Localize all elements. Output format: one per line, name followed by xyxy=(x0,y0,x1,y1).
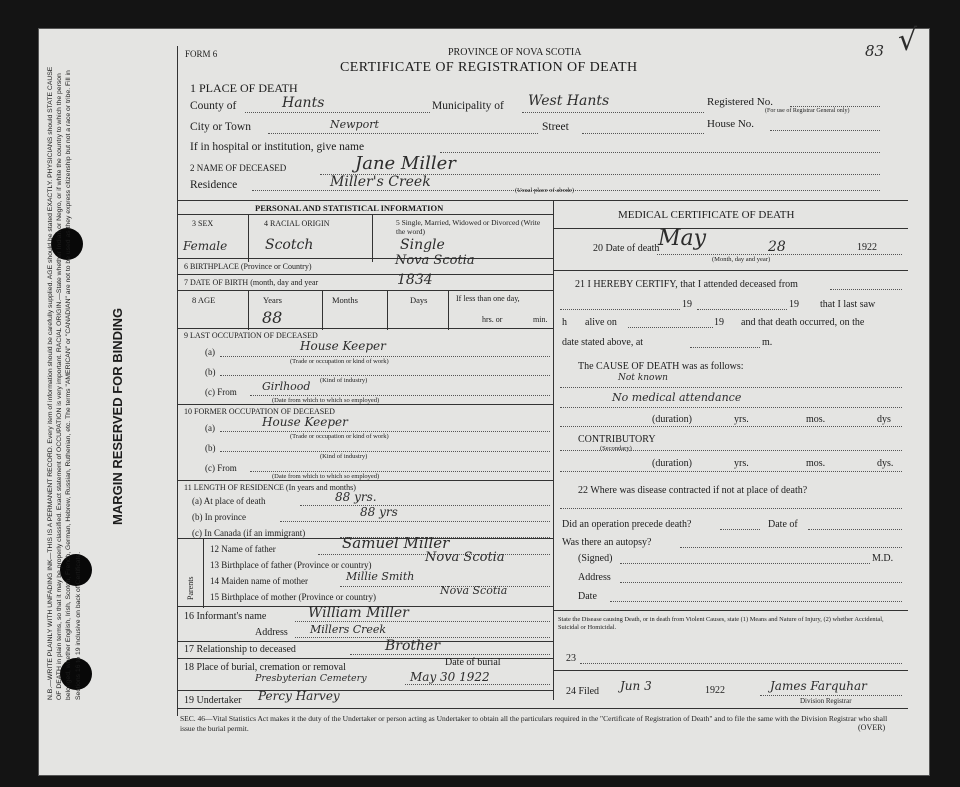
undertaker-label: 19 Undertaker xyxy=(184,695,242,706)
burial-date-value: May 30 1922 xyxy=(410,670,490,684)
dob-label: 7 DATE OF BIRTH (month, day and year xyxy=(184,278,319,287)
md-label: M.D. xyxy=(872,553,894,564)
place-label: 1 PLACE OF DEATH xyxy=(190,81,298,95)
field-23: 23 xyxy=(566,653,576,664)
meridiem: m. xyxy=(762,337,773,348)
racial-value: Scotch xyxy=(265,237,314,253)
filed-value: Jun 3 xyxy=(620,679,652,693)
registrar-label: Division Registrar xyxy=(800,697,852,705)
certify-label: 21 I HEREBY CERTIFY, that I attended deceased from xyxy=(575,279,798,290)
former-occupation-value: House Keeper xyxy=(262,415,348,429)
year-prefix: 19 xyxy=(682,299,692,310)
father-birthplace-value: Nova Scotia xyxy=(425,550,505,565)
marital-value: Single xyxy=(400,237,445,253)
months-label: Months xyxy=(332,295,358,305)
physician-date-label: Date xyxy=(578,591,597,602)
trade-note: (Trade or occupation or kind of work) xyxy=(290,433,389,440)
left-rule xyxy=(177,46,178,716)
registrar-signature: James Farquhar xyxy=(770,679,867,693)
deceased-name: Jane Miller xyxy=(355,153,456,174)
county-label: County of xyxy=(190,100,237,112)
years-label: Years xyxy=(263,295,282,305)
year-prefix: 19 xyxy=(714,317,724,328)
county-value: Hants xyxy=(282,95,325,111)
undertaker-value: Percy Harvey xyxy=(258,689,340,703)
death-occurred-label: and that death occurred, on the xyxy=(741,317,865,328)
days-label: Days xyxy=(410,295,428,305)
dys-label: dys. xyxy=(877,458,894,469)
stated-above-label: date stated above, at xyxy=(562,337,644,348)
in-province-value: 88 yrs xyxy=(360,505,398,519)
in-canada-label: (c) In Canada (if an immigrant) xyxy=(192,528,306,538)
industry-note: (Kind of industry) xyxy=(320,377,368,384)
alive-on-label: alive on xyxy=(585,317,617,328)
registered-label: Registered No. xyxy=(707,96,773,108)
last-occupation-label: 9 LAST OCCUPATION OF DECEASED xyxy=(184,331,318,340)
mos-label: mos. xyxy=(806,414,826,425)
from-label: (c) From xyxy=(205,463,237,473)
relationship-label: 17 Relationship to deceased xyxy=(184,644,296,655)
year-prefix: 19 xyxy=(789,299,799,310)
hrs-label: hrs. or xyxy=(482,315,503,324)
municipality-label: Municipality of xyxy=(432,100,504,112)
father-birthplace-label: 13 Birthplace of father (Province or country) xyxy=(210,560,372,570)
death-date-note: (Month, day and year) xyxy=(712,256,771,263)
informant-address-label: Address xyxy=(255,627,288,638)
duration-label: (duration) xyxy=(652,414,692,425)
burial-date-label: Date of burial xyxy=(445,657,501,668)
operation-date-label: Date of xyxy=(768,519,798,530)
form-number: FORM 6 xyxy=(185,49,218,59)
house-label: House No. xyxy=(707,118,755,130)
racial-label: 4 RACIAL ORIGIN xyxy=(264,219,330,228)
death-year: 1922 xyxy=(857,242,877,253)
page-number: 83 xyxy=(865,42,885,60)
municipality-value: West Hants xyxy=(528,93,610,109)
mos-label: mos. xyxy=(806,458,826,469)
sex-label: 3 SEX xyxy=(192,219,214,228)
cause-label: The CAUSE OF DEATH was as follows: xyxy=(578,361,744,372)
secondary-note: (Secondary) xyxy=(600,445,632,452)
over-label: (OVER) xyxy=(858,723,886,732)
last-saw-label: that I last saw xyxy=(820,299,876,310)
industry-note: (Kind of industry) xyxy=(320,453,368,460)
last-occupation-value: House Keeper xyxy=(300,339,386,353)
item-a: (a) xyxy=(205,423,215,433)
city-value: Newport xyxy=(330,118,379,131)
cause-line-1: Not known xyxy=(618,373,668,383)
yrs-label: yrs. xyxy=(734,458,749,469)
duration-label: (duration) xyxy=(652,458,692,469)
signed-label: (Signed) xyxy=(578,553,613,564)
name-label: 2 NAME OF DECEASED xyxy=(190,163,287,173)
at-place-label: (a) At place of death xyxy=(192,496,266,506)
dob-value: 1834 xyxy=(397,272,433,288)
binding-label: MARGIN RESERVED FOR BINDING xyxy=(110,307,125,525)
residence-value: Miller's Creek xyxy=(330,174,431,190)
former-occupation-label: 10 FORMER OCCUPATION OF DECEASED xyxy=(184,407,335,416)
hospital-label: If in hospital or institution, give name xyxy=(190,141,365,153)
at-place-value: 88 yrs. xyxy=(335,490,377,504)
marital-label: 5 Single, Married, Widowed or Divorced (Write the word) xyxy=(396,218,541,236)
registered-note: (For use of Registrar General only) xyxy=(765,108,850,114)
in-province-label: (b) In province xyxy=(192,512,246,522)
yrs-label: yrs. xyxy=(734,414,749,425)
trade-note: (Trade or occupation or kind of work) xyxy=(290,358,389,365)
city-label: City or Town xyxy=(190,121,251,133)
employed-note: (Date from which to which so employed) xyxy=(272,397,380,404)
death-date-month: May xyxy=(658,226,707,251)
check-mark: √ xyxy=(898,23,918,58)
cause-line-2: No medical attendance xyxy=(612,391,742,404)
burial-place-value: Presbyterian Cemetery xyxy=(255,673,367,684)
residence-label: Residence xyxy=(190,179,238,191)
birthplace-value: Nova Scotia xyxy=(395,253,475,268)
mother-label: 14 Maiden name of mother xyxy=(210,576,308,586)
item-b: (b) xyxy=(205,367,216,377)
dys-label: dys xyxy=(877,414,891,425)
informant-address-value: Millers Creek xyxy=(310,623,387,636)
page-title: CERTIFICATE OF REGISTRATION OF DEATH xyxy=(340,60,638,75)
operation-label: Did an operation precede death? xyxy=(562,519,692,530)
filed-year: 1922 xyxy=(705,685,725,696)
sex-value: Female xyxy=(183,239,228,253)
residence-length-label: 11 LENGTH OF RESIDENCE (In years and months) xyxy=(184,483,356,492)
item-b: (b) xyxy=(205,443,216,453)
residence-note: (Usual place of abode) xyxy=(515,187,575,194)
filed-label: 24 Filed xyxy=(566,686,600,697)
mother-birthplace-label: 15 Birthplace of mother (Province or country) xyxy=(210,592,376,602)
informant-name: William Miller xyxy=(308,605,409,621)
death-date-day: 28 xyxy=(768,239,786,255)
physician-address-label: Address xyxy=(578,572,611,583)
mother-birthplace-value: Nova Scotia xyxy=(440,584,508,597)
footer-note: SEC. 46—Vital Statistics Act makes it the duty of the Undertaker or person acting as Undertaker to obtain all the particulars required in the "Certificate of Registration of Death" and to file the same with the Division Registrar who shall issue the burial permit. xyxy=(180,714,888,733)
min-label: min. xyxy=(533,315,548,324)
parents-side-label: Parents xyxy=(186,576,195,600)
death-date-label: 20 Date of death xyxy=(593,243,660,254)
contracted-label: 22 Where was disease contracted if not at place of death? xyxy=(578,485,808,496)
contributory-label: CONTRIBUTORY xyxy=(578,434,656,445)
province-label: PROVINCE OF NOVA SCOTIA xyxy=(448,47,582,58)
street-label: Street xyxy=(542,121,569,133)
item-a: (a) xyxy=(205,347,215,357)
medical-heading: MEDICAL CERTIFICATE OF DEATH xyxy=(618,209,795,221)
less-label: If less than one day, xyxy=(456,294,520,303)
father-label: 12 Name of father xyxy=(210,544,276,554)
autopsy-label: Was there an autopsy? xyxy=(562,537,652,548)
personal-heading: PERSONAL AND STATISTICAL INFORMATION xyxy=(255,203,444,213)
burial-label: 18 Place of burial, cremation or removal xyxy=(184,662,346,673)
from-value: Girlhood xyxy=(262,380,311,393)
father-value: Samuel Miller xyxy=(342,534,450,552)
margin-instructions: N.B.—WRITE PLAINLY WITH UNFADING INK—THIS IS A PERMANENT RECORD. Every item of information should be carefully supplied. AGE should be stated EXACTLY. PHYSICIANS should STATE CAUSE OF DEATH in plain terms, so that it may be properly classified. Exact statement of OCCUPATION is very important. RACIAL ORIGIN.—State whether Indian or Negro, or if white the country to which the person belonged, whether English, Irish, Scotch, French, German, Hebrew, Russian, Ruthenian, etc. The terms "AMERICAN" or "CANADIAN" are not to be used as they express citizenship but not a race or tribe. Fill in Sections 16 to 19 inclusive on back of Certificate. xyxy=(47,66,82,700)
relationship-value: Brother xyxy=(385,638,441,654)
age-label: 8 AGE xyxy=(192,295,216,305)
informant-label: 16 Informant's name xyxy=(184,611,267,622)
violent-causes-note: State the Disease causing Death, or in death from Violent Causes, state (1) Means and Nature of Injury, (2) whether Accidental, Suicidal or Homicidal. xyxy=(558,616,884,631)
pronoun-blank: h xyxy=(562,317,567,328)
birthplace-label: 6 BIRTHPLACE (Province or Country) xyxy=(184,262,312,271)
from-label: (c) From xyxy=(205,387,237,397)
employed-note: (Date from which to which so employed) xyxy=(272,473,380,480)
mother-value: Millie Smith xyxy=(346,570,415,583)
age-years-value: 88 xyxy=(262,308,283,327)
